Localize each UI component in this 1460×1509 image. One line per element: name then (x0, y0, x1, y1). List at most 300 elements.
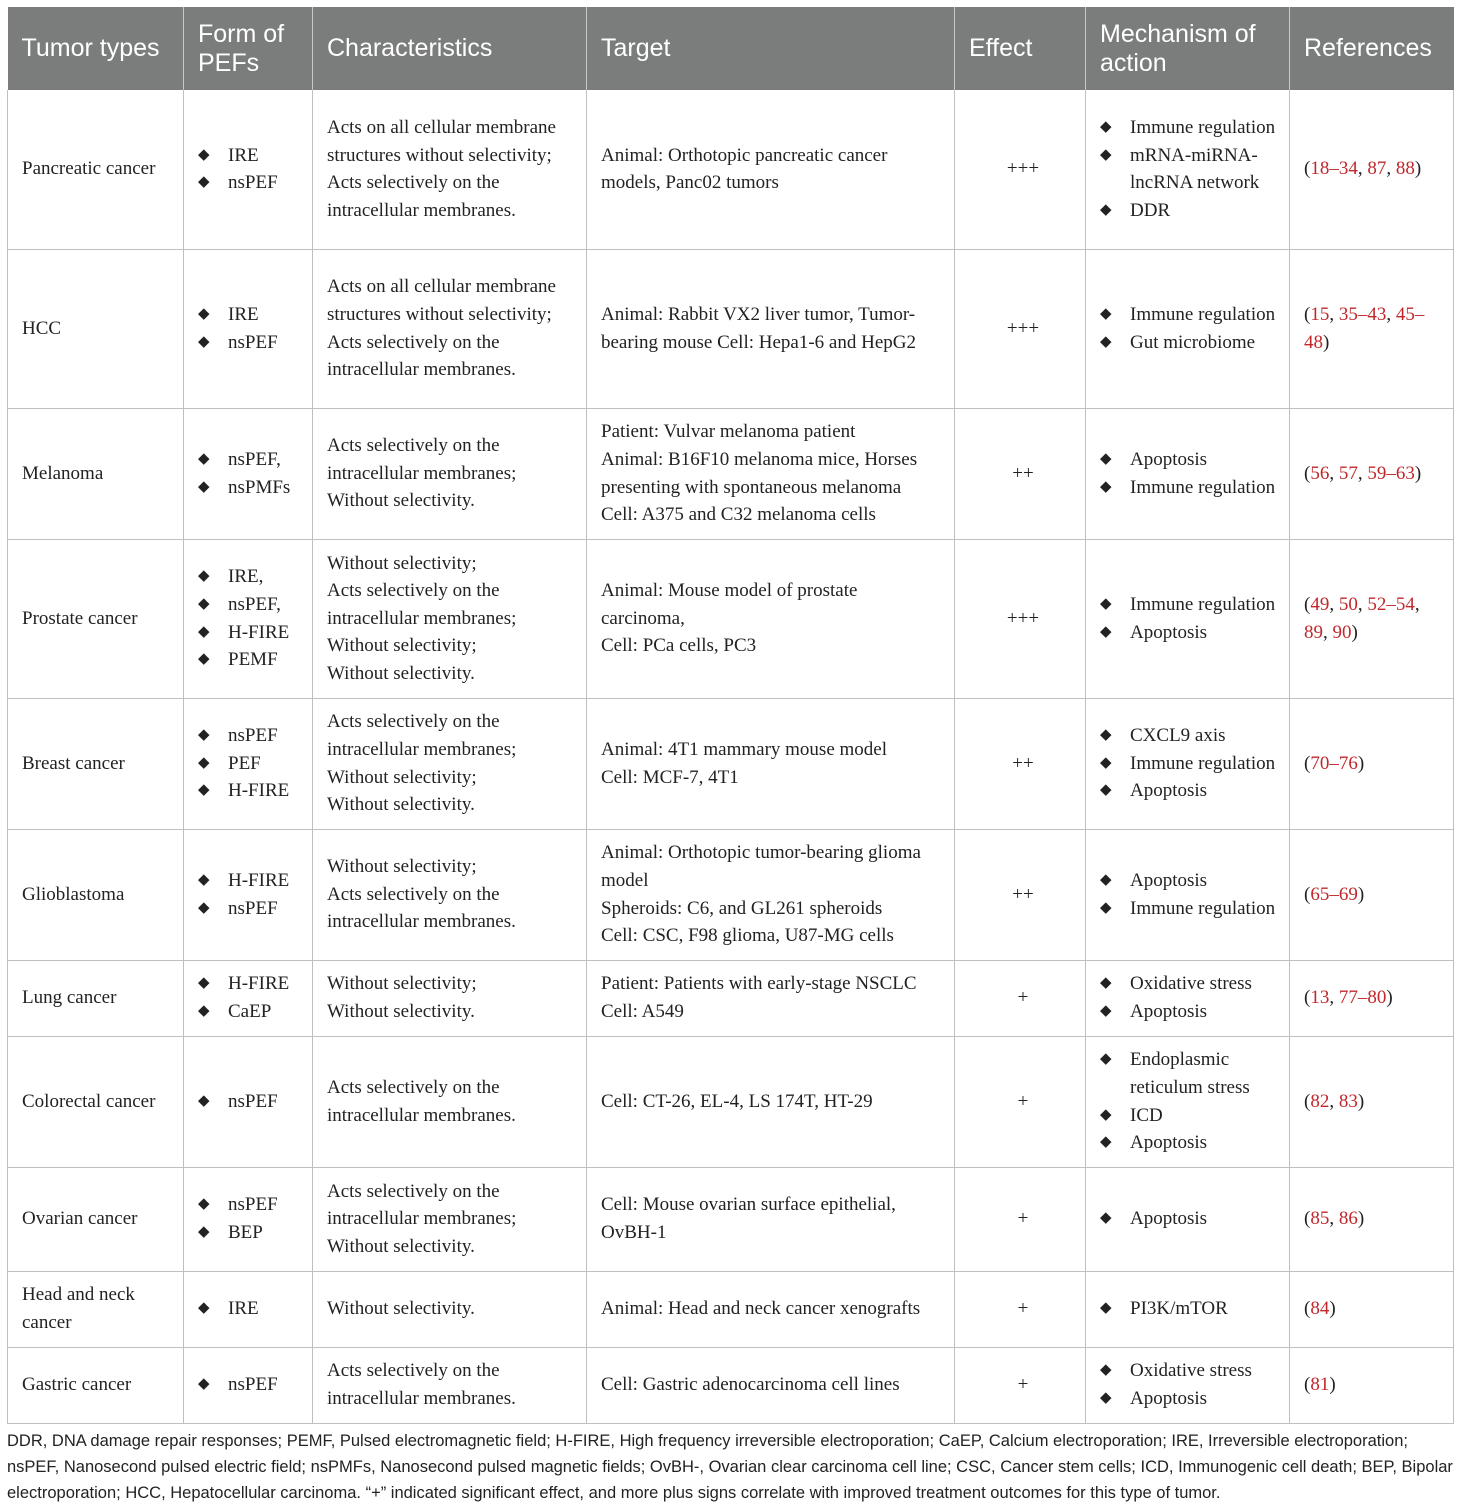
diamond-bullet-icon: ◆ (1100, 899, 1112, 916)
diamond-bullet-icon: ◆ (1100, 119, 1112, 136)
target-line: Animal: Mouse model of prostate carcinoma, (601, 580, 858, 629)
mechanism-cell (1086, 1347, 1290, 1423)
effect-cell: +++ (955, 539, 1086, 698)
diamond-bullet-icon: ◆ (1100, 333, 1112, 350)
target-cell (587, 829, 955, 960)
tumor-type-cell: Prostate cancer (8, 539, 184, 698)
tumor-type-cell: Ovarian cancer (8, 1167, 184, 1271)
target-cell (587, 249, 955, 408)
reference-link[interactable]: 59–63 (1367, 462, 1415, 484)
diamond-bullet-icon: ◆ (1100, 1390, 1112, 1406)
mechanism-cell (1086, 829, 1290, 960)
characteristic-line: Acts selectively on the intracellular membranes. (327, 1360, 516, 1409)
references-cell (1290, 539, 1454, 698)
pef-form-text: PEMF (228, 649, 278, 671)
pef-forms-cell (184, 1271, 313, 1347)
target-line: Cell: Gastric adenocarcinoma cell lines (601, 1374, 900, 1396)
reference-punct: ( (1304, 303, 1311, 325)
mechanism-item (1100, 1046, 1281, 1101)
pef-form-text: IRE, (228, 566, 264, 588)
mechanism-text: Apoptosis (1130, 869, 1208, 891)
reference-punct: ) (1329, 1374, 1336, 1396)
reference-punct: , (1386, 158, 1396, 180)
target-line: Cell: CSC, F98 glioma, U87-MG cells (601, 925, 894, 947)
reference-punct: ( (1304, 158, 1311, 180)
diamond-bullet-icon: ◆ (1100, 1210, 1112, 1227)
diamond-bullet-icon: ◆ (198, 871, 210, 888)
diamond-bullet-icon: ◆ (198, 333, 210, 350)
tumor-type-cell: Head and neck cancer (8, 1271, 184, 1347)
diamond-bullet-icon: ◆ (198, 1092, 210, 1109)
reference-link[interactable]: 89 (1304, 621, 1323, 643)
header-target: Target (587, 7, 955, 90)
diamond-bullet-icon: ◆ (1100, 1300, 1112, 1317)
mechanism-cell (1086, 90, 1290, 249)
diamond-bullet-icon: ◆ (1100, 727, 1112, 744)
reference-punct: ) (1357, 1208, 1365, 1230)
characteristic-line: Without selectivity. (327, 662, 475, 684)
diamond-bullet-icon: ◆ (198, 146, 210, 163)
diamond-bullet-icon: ◆ (198, 754, 210, 771)
diamond-bullet-icon: ◆ (198, 782, 210, 799)
reference-punct: , (1357, 158, 1368, 180)
reference-punct: ) (1414, 462, 1422, 484)
diamond-bullet-icon: ◆ (198, 1300, 210, 1317)
pef-forms-cell (184, 249, 313, 408)
reference-punct: ( (1304, 987, 1311, 1009)
table-footnote: DDR, DNA damage repair responses; PEMF, Pulsed electromagnetic field; H-FIRE, High frequency irreversible electroporation; CaEP, Calcium electroporation; IRE, Irreversible electroporation; nsPEF, Nanosecond pulsed electric field; nsPMFs, Nanosecond pulsed magnetic fields; OvBH-, Ovarian clear carcinoma cell line; CSC, Cancer stem cells; ICD, Immunogenic cell death; BEP, Bipolar electroporation; HCC, Hepatocellular carcinoma. “+” indicated significant effect, and more plus signs correlate with improved treatment outcomes for this type of tumor. (7, 1432, 1453, 1502)
tumor-type-cell: Lung cancer (8, 960, 184, 1036)
characteristic-line: Acts on all cellular membrane structures without selectivity; (327, 276, 556, 325)
reference-link[interactable]: 85 (1310, 1208, 1330, 1230)
pef-form-item (198, 750, 304, 778)
table-header (8, 7, 1454, 90)
characteristics-cell (313, 539, 587, 698)
pef-form-text: nsPEF, (228, 593, 281, 615)
reference-link[interactable]: 65–69 (1310, 883, 1358, 905)
target-cell (587, 408, 955, 539)
reference-link[interactable]: 56 (1310, 462, 1330, 484)
reference-link[interactable]: 81 (1310, 1374, 1330, 1396)
characteristic-line: Acts selectively on the intracellular membranes. (327, 331, 516, 381)
reference-link[interactable]: 50 (1338, 593, 1358, 615)
table-row (8, 90, 1454, 249)
reference-punct: , (1329, 462, 1339, 484)
mechanism-item (1100, 142, 1281, 197)
target-line: Patient: Vulvar melanoma patient (601, 421, 856, 443)
characteristic-line: Without selectivity. (327, 1001, 475, 1022)
pef-form-item (198, 446, 304, 474)
pef-form-item (198, 301, 304, 329)
diamond-bullet-icon: ◆ (198, 305, 210, 322)
target-line: Animal: Orthotopic tumor-bearing glioma model (601, 842, 921, 891)
pef-forms-cell (184, 1167, 313, 1271)
target-line: Cell: Mouse ovarian surface epithelial, OvBH-1 (601, 1194, 896, 1243)
diamond-bullet-icon: ◆ (1100, 782, 1112, 799)
table-row (8, 829, 1454, 960)
references-cell (1290, 249, 1454, 408)
characteristics-cell (313, 1271, 587, 1347)
reference-link[interactable]: 86 (1338, 1208, 1358, 1230)
reference-punct: , (1329, 987, 1339, 1009)
table-row (8, 1167, 1454, 1271)
pef-form-item (198, 970, 304, 998)
pef-forms-cell (184, 539, 313, 698)
reference-punct: ( (1304, 1298, 1311, 1320)
table-row (8, 539, 1454, 698)
pef-form-text: nsPEF (228, 331, 278, 353)
mechanism-item (1100, 1357, 1281, 1385)
characteristic-line: Without selectivity. (327, 490, 475, 512)
pef-forms-cell (184, 698, 313, 829)
effect-cell: + (955, 1167, 1086, 1271)
diamond-bullet-icon: ◆ (1100, 1362, 1112, 1379)
pef-form-item (198, 646, 304, 674)
diamond-bullet-icon: ◆ (198, 1376, 210, 1393)
characteristic-line: Without selectivity; (327, 635, 477, 657)
diamond-bullet-icon: ◆ (1100, 595, 1112, 612)
pef-forms-cell (184, 1347, 313, 1423)
tumor-type-cell: Gastric cancer (8, 1347, 184, 1423)
pef-form-item (198, 1191, 304, 1219)
reference-punct: , (1329, 1090, 1339, 1112)
pef-form-text: IRE (228, 303, 259, 325)
reference-punct: ( (1304, 1374, 1311, 1396)
diamond-bullet-icon: ◆ (198, 975, 210, 992)
reference-link[interactable]: 77–80 (1338, 987, 1387, 1009)
reference-punct: ) (1329, 1298, 1336, 1320)
tumor-type-cell: Melanoma (8, 408, 184, 539)
effect-cell: + (955, 960, 1086, 1036)
reference-punct: ( (1304, 462, 1311, 484)
table-body (8, 90, 1454, 1423)
characteristic-line: Acts selectively on the intracellular membranes. (327, 172, 516, 221)
references-cell (1290, 1167, 1454, 1271)
mechanism-item (1100, 474, 1281, 502)
header-characteristics: Characteristics (313, 7, 587, 90)
mechanism-text: Apoptosis (1130, 1001, 1208, 1022)
pef-form-item (198, 563, 304, 591)
reference-punct: , (1329, 303, 1339, 325)
target-cell (587, 1347, 955, 1423)
pef-form-item (198, 619, 304, 647)
target-line: Spheroids: C6, and GL261 spheroids (601, 897, 883, 919)
diamond-bullet-icon: ◆ (1100, 1134, 1112, 1151)
mechanism-text: Immune regulation (1130, 117, 1276, 139)
effect-cell: ++ (955, 408, 1086, 539)
header-mechanism-of-action: Mechanism of action (1086, 7, 1290, 90)
table-row (8, 408, 1454, 539)
target-line: Animal: Head and neck cancer xenografts (601, 1298, 921, 1320)
references-cell (1290, 1271, 1454, 1347)
tumor-type-cell: Colorectal cancer (8, 1036, 184, 1167)
characteristic-line: Without selectivity; (327, 766, 477, 788)
diamond-bullet-icon: ◆ (1100, 754, 1112, 771)
target-cell (587, 1167, 955, 1271)
pef-form-text: CaEP (228, 1001, 272, 1022)
reference-link[interactable]: 13 (1310, 987, 1330, 1009)
mechanism-item (1100, 970, 1281, 998)
target-line: Cell: MCF-7, 4T1 (601, 766, 739, 788)
mechanism-cell (1086, 960, 1290, 1036)
pef-form-item (198, 867, 304, 895)
pef-form-item (198, 1088, 304, 1116)
references-cell (1290, 1036, 1454, 1167)
characteristics-cell (313, 90, 587, 249)
diamond-bullet-icon: ◆ (198, 595, 210, 612)
mechanism-item (1100, 1205, 1281, 1233)
diamond-bullet-icon: ◆ (1100, 450, 1112, 467)
mechanism-item (1100, 329, 1281, 357)
mechanism-item (1100, 591, 1281, 619)
mechanism-cell (1086, 1036, 1290, 1167)
reference-punct: , (1329, 1208, 1339, 1230)
pef-form-text: H-FIRE (228, 780, 290, 802)
pef-form-item (198, 1295, 304, 1323)
reference-link[interactable]: 87 (1367, 158, 1387, 180)
pef-form-text: PEF (228, 752, 261, 774)
reference-punct: ) (1357, 1090, 1365, 1112)
target-cell (587, 960, 955, 1036)
reference-punct: ( (1304, 883, 1311, 905)
mechanism-item (1100, 895, 1281, 923)
diamond-bullet-icon: ◆ (198, 727, 210, 744)
target-line: Animal: Rabbit VX2 liver tumor, Tumor-bearing mouse Cell: Hepa1-6 and HepG2 (601, 303, 916, 353)
pef-form-item (198, 474, 304, 502)
target-line: Patient: Patients with early-stage NSCLC (601, 973, 917, 995)
header-form-of-pefs: Form of PEFs (184, 7, 313, 90)
table-row (8, 249, 1454, 408)
references-cell (1290, 408, 1454, 539)
pef-form-item (198, 1219, 304, 1247)
pef-forms-cell (184, 1036, 313, 1167)
pef-form-text: nsPEF (228, 1194, 278, 1216)
pef-form-text: H-FIRE (228, 973, 290, 995)
target-line: Cell: PCa cells, PC3 (601, 635, 757, 657)
reference-link[interactable]: 52–54 (1367, 593, 1415, 615)
reference-punct: ( (1304, 1208, 1311, 1230)
pef-form-text: H-FIRE (228, 621, 290, 643)
header-references: References (1290, 7, 1454, 90)
references-cell (1290, 90, 1454, 249)
references-cell (1290, 960, 1454, 1036)
pef-form-text: nsPEF (228, 172, 278, 194)
reference-punct: , (1357, 462, 1368, 484)
characteristic-line: Acts selectively on the intracellular membranes; (327, 580, 517, 629)
reference-punct: , (1357, 593, 1368, 615)
target-cell (587, 539, 955, 698)
mechanism-text: DDR (1130, 199, 1171, 221)
reference-link[interactable]: 45–48 (1304, 303, 1425, 353)
characteristic-line: Without selectivity; (327, 973, 477, 995)
mechanism-text: Oxidative stress (1130, 1360, 1252, 1382)
reference-link[interactable]: 88 (1395, 158, 1415, 180)
reference-link[interactable]: 90 (1332, 621, 1352, 643)
reference-punct: , (1323, 621, 1333, 643)
references-cell (1290, 829, 1454, 960)
pef-form-item (198, 722, 304, 750)
diamond-bullet-icon: ◆ (198, 568, 210, 585)
tumor-type-cell: Pancreatic cancer (8, 90, 184, 249)
reference-link[interactable]: 57 (1338, 462, 1358, 484)
mechanism-text: ICD (1130, 1104, 1163, 1126)
header-effect: Effect (955, 7, 1086, 90)
pef-form-text: IRE (228, 144, 259, 166)
target-line: Animal: Orthotopic pancreatic cancer models, Panc02 tumors (601, 144, 888, 194)
table-row (8, 960, 1454, 1036)
pef-form-text: nsPEF (228, 1374, 278, 1396)
mechanism-item (1100, 619, 1281, 647)
diamond-bullet-icon: ◆ (198, 899, 210, 916)
pef-form-item (198, 895, 304, 923)
target-line: Cell: A549 (601, 1001, 684, 1022)
reference-punct: , (1386, 303, 1396, 325)
reference-punct: , (1329, 593, 1339, 615)
characteristic-line: Without selectivity; (327, 552, 477, 574)
references-cell (1290, 698, 1454, 829)
table-row (8, 1347, 1454, 1423)
mechanism-cell (1086, 539, 1290, 698)
characteristics-cell (313, 829, 587, 960)
diamond-bullet-icon: ◆ (198, 623, 210, 640)
effect-cell: + (955, 1347, 1086, 1423)
characteristics-cell (313, 698, 587, 829)
diamond-bullet-icon: ◆ (1100, 478, 1112, 495)
reference-punct: ) (1414, 158, 1422, 180)
table-row (8, 1271, 1454, 1347)
mechanism-text: CXCL9 axis (1130, 725, 1226, 747)
mechanism-text: Gut microbiome (1130, 331, 1256, 353)
references-cell (1290, 1347, 1454, 1423)
reference-link[interactable]: 84 (1310, 1298, 1330, 1320)
mechanism-item (1100, 750, 1281, 778)
pef-form-text: nsPEF (228, 897, 278, 919)
effect-cell: ++ (955, 698, 1086, 829)
diamond-bullet-icon: ◆ (1100, 1106, 1112, 1123)
tumor-type-cell: Glioblastoma (8, 829, 184, 960)
characteristic-line: Without selectivity. (327, 794, 475, 816)
mechanism-text: Apoptosis (1130, 1208, 1208, 1230)
mechanism-text: Oxidative stress (1130, 973, 1252, 995)
mechanism-item (1100, 1129, 1281, 1157)
tumor-pef-table (7, 7, 1454, 1424)
target-line: Animal: 4T1 mammary mouse model (601, 738, 888, 760)
mechanism-text: Immune regulation (1130, 476, 1276, 498)
diamond-bullet-icon: ◆ (198, 1196, 210, 1213)
mechanism-item (1100, 446, 1281, 474)
mechanism-text: PI3K/mTOR (1130, 1298, 1228, 1320)
pef-form-item (198, 591, 304, 619)
mechanism-text: Immune regulation (1130, 303, 1276, 325)
diamond-bullet-icon: ◆ (1100, 1003, 1112, 1019)
effect-cell: +++ (955, 90, 1086, 249)
diamond-bullet-icon: ◆ (198, 1003, 210, 1019)
characteristic-line: Acts selectively on the intracellular membranes; (327, 1180, 517, 1230)
mechanism-item (1100, 1295, 1281, 1323)
effect-cell: + (955, 1036, 1086, 1167)
characteristic-line: Acts selectively on the intracellular membranes. (327, 1076, 516, 1126)
reference-link[interactable]: 83 (1338, 1090, 1358, 1112)
mechanism-item (1100, 197, 1281, 225)
target-line: Cell: A375 and C32 melanoma cells (601, 504, 876, 526)
tumor-type-cell: HCC (8, 249, 184, 408)
characteristic-line: Acts on all cellular membrane structures without selectivity; (327, 117, 556, 166)
pef-form-text: nsPMFs (228, 476, 291, 498)
reference-link[interactable]: 18–34 (1310, 158, 1358, 180)
header-tumor-types: Tumor types (8, 7, 184, 90)
reference-link[interactable]: 49 (1310, 593, 1330, 615)
pef-forms-cell (184, 829, 313, 960)
characteristic-line: Acts selectively on the intracellular membranes. (327, 883, 516, 933)
reference-link[interactable]: 70–76 (1310, 752, 1358, 774)
reference-link[interactable]: 15 (1310, 303, 1330, 325)
mechanism-item (1100, 1102, 1281, 1130)
target-line: Animal: B16F10 melanoma mice, Horses presenting with spontaneous melanoma (601, 448, 918, 498)
reference-link[interactable]: 35–43 (1338, 303, 1387, 325)
target-cell (587, 90, 955, 249)
table-container (7, 7, 1453, 1424)
mechanism-cell (1086, 408, 1290, 539)
mechanism-text: Apoptosis (1130, 621, 1208, 643)
mechanism-text: Apoptosis (1130, 780, 1208, 802)
reference-punct: ( (1304, 1090, 1311, 1112)
reference-punct: ) (1323, 331, 1330, 353)
mechanism-item (1100, 722, 1281, 750)
mechanism-text: Apoptosis (1130, 448, 1208, 470)
pef-form-text: nsPEF, (228, 448, 281, 470)
characteristics-cell (313, 249, 587, 408)
pef-form-item (198, 329, 304, 357)
diamond-bullet-icon: ◆ (1100, 146, 1112, 163)
pef-forms-cell (184, 90, 313, 249)
reference-punct: ) (1351, 621, 1358, 643)
pef-form-text: IRE (228, 1298, 259, 1320)
mechanism-cell (1086, 1167, 1290, 1271)
mechanism-item (1100, 114, 1281, 142)
diamond-bullet-icon: ◆ (1100, 1051, 1112, 1068)
mechanism-item (1100, 998, 1281, 1026)
pef-form-item (198, 998, 304, 1026)
pef-form-text: nsPEF (228, 725, 278, 747)
reference-punct: ) (1357, 752, 1365, 774)
effect-cell: ++ (955, 829, 1086, 960)
pef-form-item (198, 169, 304, 197)
diamond-bullet-icon: ◆ (1100, 201, 1112, 218)
pef-forms-cell (184, 408, 313, 539)
mechanism-cell (1086, 698, 1290, 829)
mechanism-text: Endoplasmic reticulum stress (1130, 1049, 1250, 1098)
pef-form-item (198, 142, 304, 170)
characteristics-cell (313, 408, 587, 539)
characteristics-cell (313, 1036, 587, 1167)
diamond-bullet-icon: ◆ (198, 478, 210, 495)
diamond-bullet-icon: ◆ (198, 174, 210, 191)
target-cell (587, 1271, 955, 1347)
characteristic-line: Without selectivity; (327, 856, 477, 878)
mechanism-item (1100, 777, 1281, 805)
reference-link[interactable]: 82 (1310, 1090, 1330, 1112)
reference-punct: ) (1357, 883, 1365, 905)
characteristic-line: Acts selectively on the intracellular membranes; (327, 435, 517, 484)
mechanism-text: Immune regulation (1130, 752, 1276, 774)
pef-form-text: BEP (228, 1222, 263, 1243)
pef-forms-cell (184, 960, 313, 1036)
mechanism-text: Immune regulation (1130, 593, 1276, 615)
mechanism-item (1100, 867, 1281, 895)
mechanism-cell (1086, 249, 1290, 408)
target-cell (587, 1036, 955, 1167)
diamond-bullet-icon: ◆ (1100, 305, 1112, 322)
